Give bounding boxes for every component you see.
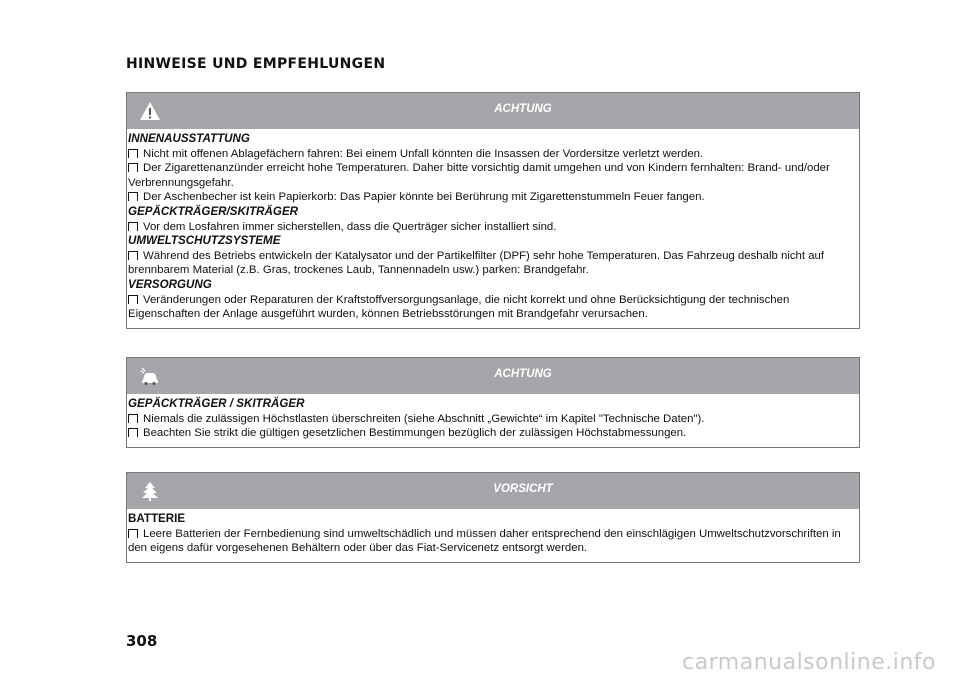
page-number: 308 <box>126 632 158 650</box>
watermark: carmanualsonline.info <box>682 650 936 675</box>
list-item: Während des Betriebs entwickeln der Katalysator und der Partikelfilter (DPF) sehr hohe Temperaturen. Das Fahrzeug deshalb nicht auf brennbarem Material (z.B. Gras, trockenes Laub, Tannennadeln usw.) parken: Brandgefahr. <box>128 249 825 277</box>
page-title: HINWEISE UND EMPFEHLUNGEN <box>126 56 386 72</box>
section-heading: UMWELTSCHUTZSYSTEME <box>128 234 281 248</box>
list-item: Beachten Sie strikt die gültigen gesetzlichen Bestimmungen bezüglich der zulässigen Höchstabmessungen. <box>128 426 858 441</box>
warning-box-header <box>127 93 859 129</box>
caution-box-body <box>127 509 859 562</box>
bullet-icon <box>128 222 138 231</box>
bullet-icon <box>128 251 138 260</box>
caution-label: VORSICHT <box>493 483 553 495</box>
section-heading: GEPÄCKTRÄGER/SKITRÄGER <box>128 204 299 218</box>
warning-box-body <box>127 394 859 447</box>
bullet-icon <box>128 295 138 304</box>
warning-box-body <box>127 129 859 328</box>
list-item: Vor dem Losfahren immer sicherstellen, dass die Querträger sicher installiert sind. <box>128 220 858 235</box>
list-item: Veränderungen oder Reparaturen der Kraftstoffversorgungsanlage, die nicht korrekt und ohne Berücksichtigung der technischen Eigenschaften der Anlage ausgeführt wurden, können Betriebsstörungen mit Brandgefahr verursachen. <box>128 293 790 321</box>
warning-label: ACHTUNG <box>494 368 552 380</box>
list-item: Nicht mit offenen Ablagefächern fahren: Bei einem Unfall könnten die Insassen der Vordersitze verletzt werden. <box>128 147 858 162</box>
section-heading: GEPÄCKTRÄGER / SKITRÄGER <box>128 397 305 410</box>
bullet-icon <box>128 428 138 437</box>
bullet-icon <box>128 529 138 538</box>
section-heading: VERSORGUNG <box>128 277 212 291</box>
caution-box-header <box>127 473 859 509</box>
warning-label: ACHTUNG <box>494 103 552 115</box>
list-item: Der Zigarettenanzünder erreicht hohe Temperaturen. Daher bitte vorsichtig damit umgehen und von Kindern fernhalten: Brand- und/oder Verbrennungsgefahr. <box>128 162 830 189</box>
bullet-icon <box>128 149 138 158</box>
warning-box-header <box>127 358 859 394</box>
warning-box-interior <box>126 92 860 329</box>
list-item: Der Aschenbecher ist kein Papierkorb: Das Papier könnte bei Berührung mit Zigarettenstummeln Feuer fangen. <box>128 190 858 205</box>
section-heading: INNENAUSSTATTUNG <box>128 132 250 145</box>
caution-box-battery <box>126 472 860 563</box>
bullet-icon <box>128 192 138 201</box>
bullet-icon <box>128 163 138 172</box>
bullet-icon <box>128 414 138 423</box>
list-item: Niemals die zulässigen Höchstlasten überschreiten (siehe Abschnitt „Gewichte“ im Kapitel "Technische Daten"). <box>128 412 858 427</box>
list-item: Leere Batterien der Fernbedienung sind umweltschädlich und müssen daher entsprechend den einschlägigen Umweltschutzvorschriften in den eigens dafür vorgesehenen Behältern oder über das Fiat-Servicenetz entsorgt werden. <box>128 527 841 555</box>
section-heading: BATTERIE <box>128 512 186 525</box>
warning-box-luggage <box>126 357 860 448</box>
